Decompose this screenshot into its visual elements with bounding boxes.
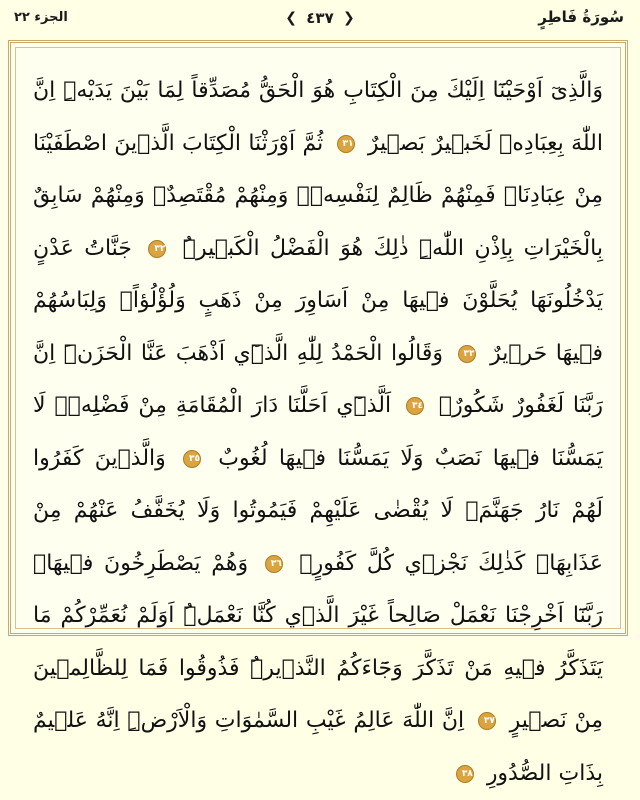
verse-end-marker: ٣٣	[458, 345, 476, 363]
verse-text: جَنَّاتُ عَدْنٍ يَدْخُلُونَهَا يُحَلَّوْنَ ف۪يهَا مِنْ اَسَاوِرَ مِنْ ذَهَبٍ وَلُؤْلُؤاًۚ وَلِبَاسُهُمْ ف۪يهَا حَر۪يرٌ	[33, 235, 603, 366]
chevron-left-icon[interactable]: ❮	[285, 9, 298, 26]
verse-text: وَقَالُوا الْحَمْدُ لِلّٰهِ الَّذ۪ٓي اَذْهَبَ عَنَّا الْحَزَنَۜ اِنَّ رَبَّنَا لَغَفُورٌ شَكُورٌۙ	[33, 340, 604, 418]
page-header	[0, 0, 640, 38]
verse-end-marker: ٣٥	[183, 450, 201, 468]
verse-end-marker: ٣٢	[148, 240, 166, 258]
verse-end-marker: ٣٧	[478, 712, 496, 730]
quran-text	[33, 65, 603, 800]
verse-end-marker: ٣٤	[406, 397, 424, 415]
mushaf-page-frame	[8, 40, 628, 786]
verse-text: اَلَّذ۪ٓي اَحَلَّنَا دَارَ الْمُقَامَةِ مِنْ فَضْلِه۪ۚ لَا يَمَسُّنَا ف۪يهَا نَصَبٌ وَلَا يَمَسُّنَا ف۪يهَا لُغُوبٌ	[33, 393, 603, 471]
page-navigator	[0, 8, 640, 27]
surah-name: سُورَةُ فَاطِرٍ	[538, 8, 624, 26]
juz-label: الجزء ٢٢	[14, 10, 68, 25]
page-number: ٤٣٧	[306, 8, 334, 27]
verse-text: وَالَّذِىٓ اَوْحَيْنَٓا اِلَيْكَ مِنَ الْكِتَابِ هُوَ الْحَقُّ مُصَدِّقاً لِمَا بَيْنَ يَدَيْهِۜ اِنَّ اللّٰهَ بِعِبَادِه۪ لَخَب۪يرٌ بَص۪يرٌ	[33, 78, 603, 156]
verse-text: ثُمَّ اَوْرَثْنَا الْكِتَابَ الَّذ۪ينَ اصْطَفَيْنَا مِنْ عِبَادِنَاۚ فَمِنْهُمْ ظَالِمٌ لِنَفْسِه۪ۚ وَمِنْهُمْ مُقْتَصِدٌۚ وَمِنْهُمْ سَابِقٌ بِالْخَيْرَاتِ بِاِذْنِ اللّٰهِۜ ذٰلِكَ هُوَ الْفَضْلُ الْكَب۪يرُۜ	[33, 130, 603, 261]
verse-end-marker: ٣٦	[265, 555, 283, 573]
chevron-right-icon[interactable]: ❯	[342, 9, 355, 26]
verse-text: وَهُمْ يَصْطَرِخُونَ ف۪يهَاۚ رَبَّنَٓا اَخْرِجْنَا نَعْمَلْ صَالِحاً غَيْرَ الَّذ۪ي كُنَّا نَعْمَلُۜ اَوَلَمْ نُعَمِّرْكُمْ مَا يَتَذَكَّرُ ف۪يهِ مَنْ تَذَكَّرَ وَجَٓاءَكُمُ النَّذ۪يرُۜ فَذُوقُوا فَمَا لِلظَّالِم۪ينَ مِنْ نَص۪يرٍ	[33, 550, 604, 733]
verse-text: وَالَّذ۪ينَ كَفَرُوا لَهُمْ نَارُ جَهَنَّمَۚ لَا يُقْضٰى عَلَيْهِمْ فَيَمُوتُوا وَلَا يُخَفَّفُ عَنْهُمْ مِنْ عَذَابِهَاۜ كَذٰلِكَ نَجْز۪ي كُلَّ كَفُورٍۚ	[33, 445, 604, 576]
verse-end-marker: ٣١	[337, 135, 355, 153]
verse-text: اِنَّ اللّٰهَ عَالِمُ غَيْبِ السَّمٰوَاتِ وَالْاَرْضِۜ اِنَّهُ عَل۪يمٌ بِذَاتِ الصُّدُورِ	[33, 708, 603, 786]
verse-end-marker: ٣٨	[456, 765, 474, 783]
